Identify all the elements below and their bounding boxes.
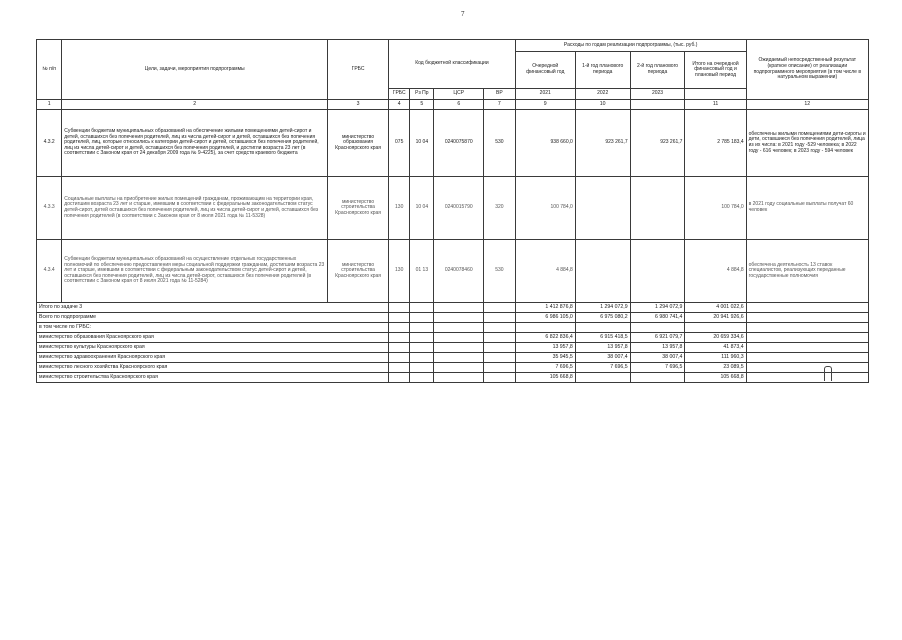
table-row (37, 240, 869, 303)
row-rzpr: 10 04 (410, 110, 434, 177)
column-number: 5 (410, 100, 434, 110)
summary-row (37, 333, 869, 343)
summary-row (37, 363, 869, 373)
header-goal: Цели, задачи, мероприятия подпрограммы (62, 40, 328, 100)
summary-label: Итого по задаче 3 (37, 303, 389, 313)
header-year-3: Итого на очередной финансовый год и плановый период (685, 52, 746, 89)
row-no: 4.3.4 (37, 240, 62, 303)
header-year-value-0: 2021 (515, 89, 575, 100)
summary-y2023: 6 921 079,7 (630, 333, 685, 343)
row-text: Субвенции бюджетам муниципальных образований на осуществление отдельных государственных полномочий по обеспечению предоставления меры социальной поддержки гражданам, достигшим возраста 23 лет и старше, имевшим в соответствии с федеральным законодательством статус детей-сирот и детей, оставшихся без попечения родителей, лиц из числа детей-сирот, оставшихся без попечения родителей (в соответствии с Законом края от 8 июля 2021 года № 11-5284) (62, 240, 328, 303)
header-code-grbs: ГРБС (389, 89, 410, 100)
row-y2022 (575, 240, 630, 303)
row-y2022 (575, 177, 630, 240)
row-vr: 530 (484, 240, 516, 303)
summary-y2021: 6 822 836,4 (515, 333, 575, 343)
summary-y2023 (630, 373, 685, 383)
pen-mark (824, 366, 832, 381)
header-code-csr: ЦСР (434, 89, 484, 100)
row-total: 2 785 183,4 (685, 110, 746, 177)
summary-total: 105 668,8 (685, 373, 746, 383)
row-y2023 (630, 240, 685, 303)
summary-y2021: 7 696,5 (515, 363, 575, 373)
row-y2021: 4 884,8 (515, 240, 575, 303)
summary-y2021: 35 945,5 (515, 353, 575, 363)
summary-total: 41 873,4 (685, 343, 746, 353)
summary-y2023: 13 957,8 (630, 343, 685, 353)
header-result: Ожидаемый непосредственный результат (краткое описание) от реализации подпрограммного мероприятия (в том числе в натуральном выражении) (746, 40, 868, 100)
summary-total: 111 960,3 (685, 353, 746, 363)
column-number-row (37, 100, 869, 110)
row-y2021: 938 660,0 (515, 110, 575, 177)
summary-label: в том числе по ГРБС: (37, 323, 389, 333)
summary-y2023 (630, 323, 685, 333)
header-year-value-1: 2022 (575, 89, 630, 100)
row-result: обеспечена деятельность 13 ставок специалистов, реализующих переданные государственные полномочия (746, 240, 868, 303)
row-y2023 (630, 177, 685, 240)
row-text: Социальные выплаты на приобретение жилых помещений гражданам, проживающим на территории края, достигшим возраста 23 лет и старше, имевшим в соответствии с федеральным законодательством статус детей-сирот, детей оставшихся без попечения родителей, лиц из числа детей-сирот и детей, оставшихся без попечения родителей (в соответствии с Законом края от 8 июля 2021 года № 11-5328) (62, 177, 328, 240)
summary-y2022: 38 007,4 (575, 353, 630, 363)
summary-row (37, 343, 869, 353)
row-y2021: 100 784,0 (515, 177, 575, 240)
header-code: Код бюджетной классификации (389, 40, 516, 89)
row-grbs-code: 075 (389, 110, 410, 177)
summary-y2023: 38 007,4 (630, 353, 685, 363)
row-total: 4 884,8 (685, 240, 746, 303)
row-grbs-code: 130 (389, 177, 410, 240)
header-code-rzpr: Рз Пр (410, 89, 434, 100)
header-year-value-3 (685, 89, 746, 100)
row-rzpr: 01 13 (410, 240, 434, 303)
summary-y2023: 7 696,5 (630, 363, 685, 373)
row-total: 100 784,0 (685, 177, 746, 240)
summary-row (37, 303, 869, 313)
column-number: 4 (389, 100, 410, 110)
row-csr: 0240075870 (434, 110, 484, 177)
summary-y2021 (515, 323, 575, 333)
summary-label: министерство лесного хозяйства Красноярского края (37, 363, 389, 373)
summary-y2023: 6 980 741,4 (630, 313, 685, 323)
summary-y2023: 1 294 072,9 (630, 303, 685, 313)
column-number: 11 (685, 100, 746, 110)
row-no: 4.3.3 (37, 177, 62, 240)
summary-y2022: 13 957,8 (575, 343, 630, 353)
summary-y2021: 105 668,8 (515, 373, 575, 383)
summary-y2022: 1 294 072,9 (575, 303, 630, 313)
header-no: № п/п (37, 40, 62, 100)
summary-y2022 (575, 323, 630, 333)
summary-y2022 (575, 373, 630, 383)
summary-label: министерство строительства Красноярского края (37, 373, 389, 383)
header-grbs: ГРБС (328, 40, 389, 100)
row-result: обеспечены жилыми помещениями дети-сироты и дети, оставшиеся без попечения родителей, лица из их числа: в 2021 году -529 человека; в 2022 году - 616 человек; в 2023 году - 594 человек (746, 110, 868, 177)
column-number: 2 (62, 100, 328, 110)
row-no: 4.3.2 (37, 110, 62, 177)
row-grbs-name: министерство образования Красноярского края (328, 110, 389, 177)
summary-label: Всего по подпрограмме (37, 313, 389, 323)
summary-row (37, 373, 869, 383)
header-code-vr: ВР (484, 89, 516, 100)
summary-label: министерство культуры Красноярского края (37, 343, 389, 353)
column-number: 10 (575, 100, 630, 110)
summary-label: министерство образования Красноярского края (37, 333, 389, 343)
column-number: 3 (328, 100, 389, 110)
summary-row (37, 313, 869, 323)
header-year-2: 2-й год планового периода (630, 52, 685, 89)
row-vr: 530 (484, 110, 516, 177)
row-grbs-name: министерство строительства Красноярского края (328, 177, 389, 240)
summary-y2021: 13 957,8 (515, 343, 575, 353)
row-text: Субвенции бюджетам муниципальных образований на обеспечение жилыми помещениями детей-сирот и детей, оставшихся без попечения родителей, лиц из числа детей-сирот и детей, оставшихся без попечения родителей, лиц, которые относились к категории детей-сирот и детей, оставшихся без попечения родителей, лиц из числа детей-сирот и детей, оставшихся без попечения родителей, и достигли возраста 23 лет (в соответствии с Законом края от 24 декабря 2009 года № 9-4225), за счет средств краевого бюджета (62, 110, 328, 177)
header-row-1 (37, 40, 869, 52)
summary-y2021: 1 412 876,8 (515, 303, 575, 313)
row-csr: 0240015790 (434, 177, 484, 240)
summary-total: 23 089,5 (685, 363, 746, 373)
summary-total (685, 323, 746, 333)
table-row (37, 110, 869, 177)
table-row (37, 177, 869, 240)
summary-y2021: 6 986 105,0 (515, 313, 575, 323)
summary-y2022: 6 915 418,5 (575, 333, 630, 343)
row-grbs-code: 130 (389, 240, 410, 303)
row-y2023: 923 261,7 (630, 110, 685, 177)
column-number: 1 (37, 100, 62, 110)
summary-y2022: 6 975 080,2 (575, 313, 630, 323)
row-csr: 0240078460 (434, 240, 484, 303)
summary-total: 4 001 022,6 (685, 303, 746, 313)
summary-total: 20 941 926,6 (685, 313, 746, 323)
column-number: 6 (434, 100, 484, 110)
row-vr: 320 (484, 177, 516, 240)
summary-label: министерство здравоохранения Красноярского края (37, 353, 389, 363)
row-rzpr: 10 04 (410, 177, 434, 240)
column-number: 9 (515, 100, 575, 110)
row-result: в 2021 году социальные выплаты получат 60 человек (746, 177, 868, 240)
row-grbs-name: министерство строительства Красноярского края (328, 240, 389, 303)
header-expenses: Расходы по годам реализации подпрограммы, (тыс. руб.) (515, 40, 746, 52)
row-y2022: 923 261,7 (575, 110, 630, 177)
summary-row (37, 353, 869, 363)
summary-row (37, 323, 869, 333)
column-number (630, 100, 685, 110)
column-number: 7 (484, 100, 516, 110)
summary-y2022: 7 696,5 (575, 363, 630, 373)
header-year-0: Очередной финансовый год (515, 52, 575, 89)
header-year-1: 1-й год планового периода (575, 52, 630, 89)
page-number: 7 (461, 10, 465, 18)
budget-table (36, 39, 869, 383)
summary-total: 20 659 334,6 (685, 333, 746, 343)
header-year-value-2: 2023 (630, 89, 685, 100)
column-number: 12 (746, 100, 868, 110)
